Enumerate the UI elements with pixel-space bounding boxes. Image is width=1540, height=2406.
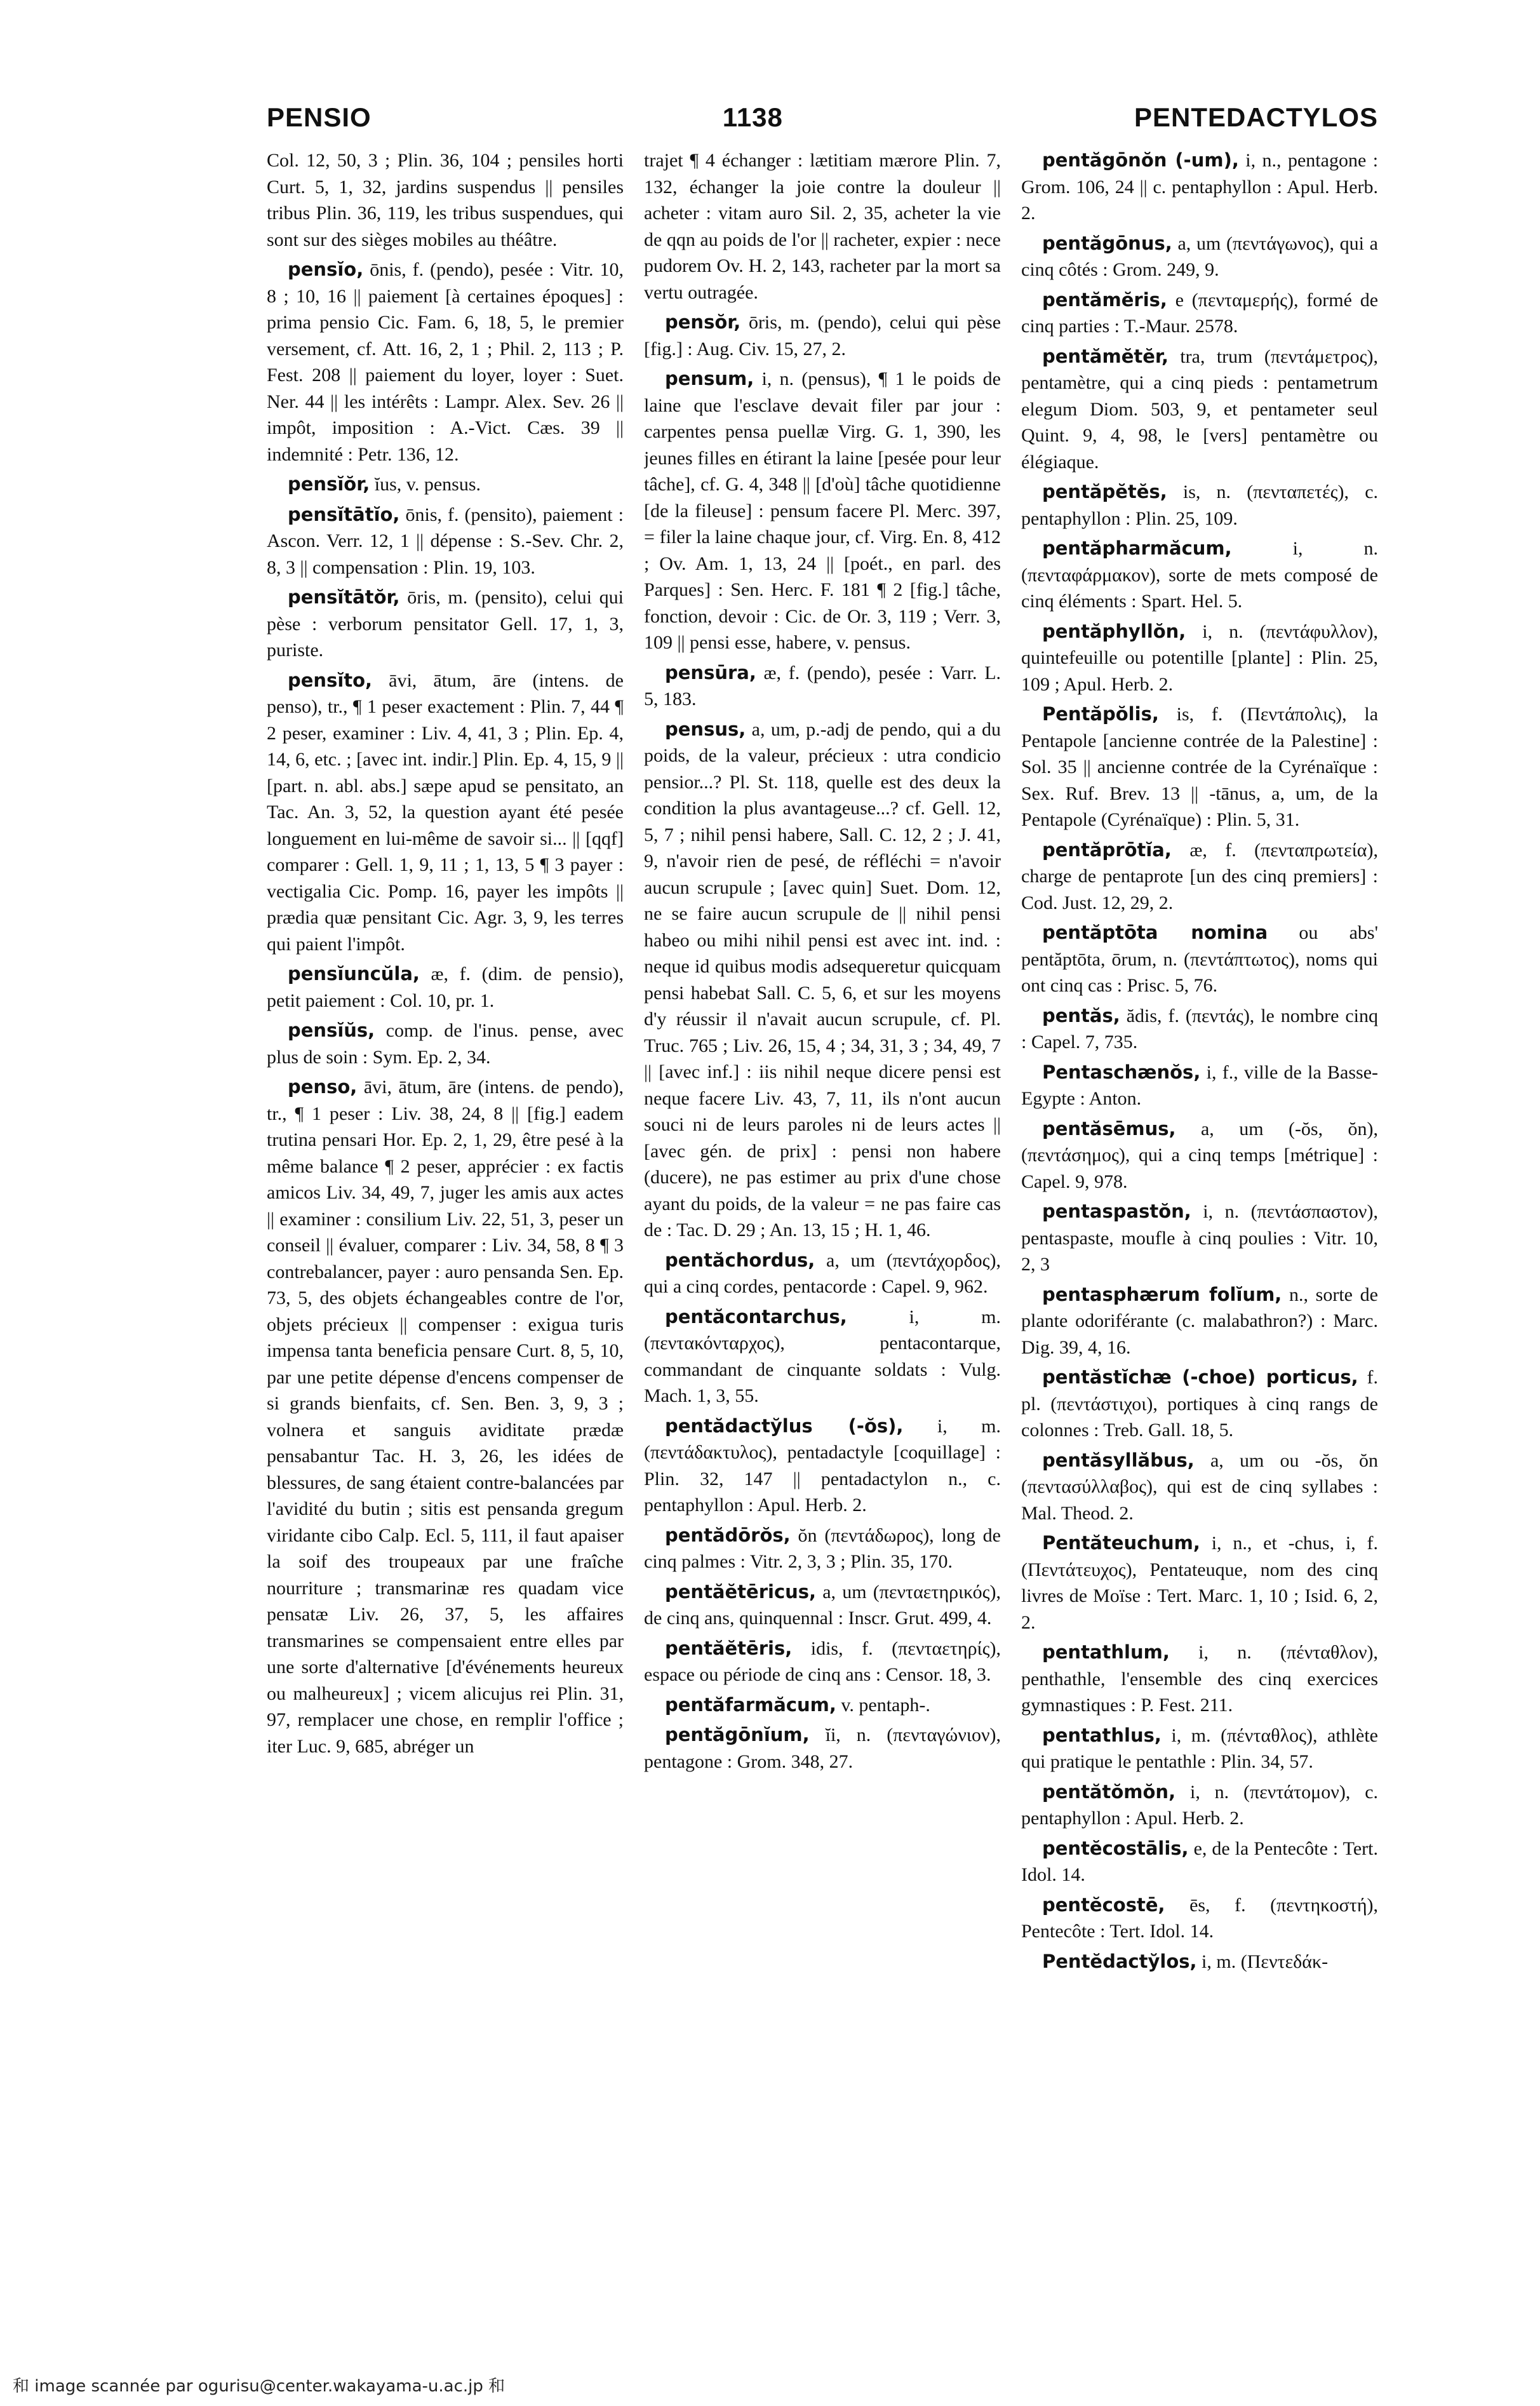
text-columns: [267, 147, 1378, 2351]
dictionary-entry: [644, 366, 1001, 656]
entry-headword: pentădactўlus (-ŏs),: [665, 1415, 904, 1437]
entry-headword: pentăĕtēris,: [665, 1637, 793, 1659]
dictionary-entry: [1021, 1892, 1378, 1945]
column-middle: [644, 147, 1001, 2351]
dictionary-entry: [1021, 535, 1378, 615]
entry-headword: Pentăpŏlis,: [1042, 703, 1159, 725]
entry-headword: penso,: [288, 1076, 358, 1098]
entry-definition: i, n. (πένταθλον), penthathle, l'ensemble des cinq exercices gymnastiques : P. Fest. 211.: [1021, 1642, 1378, 1716]
entry-definition: a, um (-ŏs, ŏn), (πεντάσημος), qui a cinq temps [métrique] : Capel. 9, 978.: [1021, 1118, 1378, 1192]
dictionary-entry: [1021, 479, 1378, 532]
column-right: [1021, 147, 1378, 2351]
dictionary-entry: [267, 257, 624, 467]
scan-credit: 和 image scannée par ogurisu@center.wakayama-u.ac.jp 和: [13, 2377, 506, 2396]
dictionary-entry: [1021, 1364, 1378, 1444]
entry-definition: tra, trum (πεντάμετρος), pentamètre, qui a cinq pieds : pentametrum elegum Diom. 503, 9, et pentameter seul Quint. 9, 4, 98, le [vers] pentamètre ou élégiaque.: [1021, 346, 1378, 473]
entry-headword: pentăchordus,: [665, 1249, 815, 1271]
dictionary-entry: [267, 1074, 624, 1759]
entry-headword: pensĭo,: [288, 259, 364, 280]
header-left-word: PENSIO: [267, 102, 372, 132]
entry-definition: ou abs' pentăptōta, ōrum, n. (πεντάπτωτος), noms qui ont cinq cas : Prisc. 5, 76.: [1021, 922, 1378, 996]
entry-definition: ōnis, f. (pendo), pesée : Vitr. 10, 8 ; 10, 16 || paiement [à certaines époques] : prima pensio Cic. Fam. 6, 18, 5, le premier versement, cf. Att. 16, 2, 1 ; Phil. 2, 113 ; P. Fest. 208 || paiement du loyer, loyer : Suet. Ner. 44 || les intérêts : Lampr. Alex. Sev. 26 || impôt, imposition : A.-Vict. Cæs. 39 || indemnité : Petr. 136, 12.: [267, 259, 624, 465]
dictionary-entry: [1021, 837, 1378, 917]
entry-definition: i, m. (πεντακόνταρχος), pentacontarque, commandant de cinquante soldats : Vulg. Mach. 1, 3, 55.: [644, 1306, 1001, 1406]
entry-definition: comp. de l'inus. pense, avec plus de soin : Sym. Ep. 2, 34.: [267, 1020, 624, 1068]
entry-headword: pensus,: [665, 718, 746, 740]
entry-headword: pentăgōnus,: [1042, 232, 1172, 254]
dictionary-entry: [267, 471, 624, 498]
page-number: 1138: [722, 102, 783, 132]
entry-definition: v. pentaph-.: [841, 1694, 930, 1716]
entry-headword: pentăsyllăbus,: [1042, 1449, 1195, 1471]
entry-definition: i, n. (πεντάσπαστον), pentaspaste, moufle à cinq poulies : Vitr. 10, 2, 3: [1021, 1201, 1378, 1275]
entry-headword: pentĕcostālis,: [1042, 1837, 1189, 1859]
entry-definition: is, f. (Πεντάπολις), la Pentapole [ancienne contrée de la Palestine] : Sol. 35 || ancienne contrée de la Cyrénaïque : Sex. Ruf. Brev. 13 || -tānus, a, um, de la Pentapole (Cyrénaïque) : Plin. 5, 31.: [1021, 704, 1378, 830]
dictionary-entry: [1021, 1530, 1378, 1636]
entry-headword: pentăsēmus,: [1042, 1117, 1176, 1139]
dictionary-entry: [1021, 287, 1378, 340]
entry-headword: pentăpharmăcum,: [1042, 537, 1232, 559]
dictionary-entry: [1021, 1723, 1378, 1775]
entry-headword: pensum,: [665, 368, 754, 389]
dictionary-entry: [1021, 619, 1378, 698]
dictionary-entry: [644, 1579, 1001, 1632]
entry-definition: a, um, p.-adj de pendo, qui a du poids, de la valeur, précieux : utra condicio pensior...? Pl. St. 118, quelle est des deux la condition la plus avantageuse...? cf. Gell. 12, 5, 7 ; nihil pensi habere, Sall. C. 12, 2 ; J. 41, 9, n'avoir rien de pesé, de réfléchi = n'avoir aucun scrupule ; [avec quin] Suet. Dom. 12, ne se faire aucun scrupule de || nihil pensi habeo ou mihi nihil pensi est avec int. ind. : neque id quibus modis adsequeretur quicquam pensi habebat Sall. C. 5, 6, et sur les moyens d'y réussir il n'avait aucun scrupule, cf. Pl. Truc. 765 ; Liv. 26, 15, 4 ; 34, 31, 3 ; 34, 49, 7 || [avec inf.] : iis nihil neque dicere pensi est neque facere Liv. 43, 7, 11, ils n'ont aucun souci ni de leurs paroles ni de leurs actes || [avec gén. de prix] : pensi non habere (ducere), ne pas estimer au prix d'une chose ayant du poids, de la valeur = ne pas faire cas de : Tac. D. 29 ; An. 13, 15 ; H. 1, 46.: [644, 718, 1001, 1240]
dictionary-entry: [267, 502, 624, 581]
entry-definition: āvi, ātum, āre (intens. de pendo), tr., ¶ 1 peser : Liv. 38, 24, 8 || [fig.] eadem trutina pensari Hor. Ep. 2, 1, 29, être pesé à la même balance ¶ 2 peser, apprécier : ex factis amicos Liv. 34, 49, 7, juger les amis aux actes || examiner : consilium Liv. 22, 51, 3, peser un conseil || évaluer, comparer : Liv. 34, 58, 8 ¶ 3 contrebalancer, payer : auro pensanda Sen. Ep. 73, 5, des objets échangeables contre de l'or, objets précieux || compenser : exigua turis impensa tanta beneficia pensare Curt. 8, 5, 10, par une petite dépense d'encens compenser de si grands bienfaits, cf. Sen. Ben. 3, 9, 3 ; volnera et sanguis aviditate prædæ pensabantur Tac. H. 3, 26, les idées de blessures, de sang étaient contre-balancées par l'avidité du butin ; sitis est pensanda gregum viridante cibo Calp. Ecl. 5, 111, il faut apaiser la soif des troupeaux par une fraîche nourriture ; transmarinæ res quadam vice pensatæ Liv. 26, 37, 5, les affaires transmarines se compensaient entre elles par une sorte d'alternative [d'événements heureux ou malheureux] ; vicem alicujus rei Plin. 31, 97, remplacer une chose, en remplir l'office ; iter Luc. 9, 685, abréger un: [267, 1077, 624, 1757]
dictionary-entry: [1021, 1779, 1378, 1832]
entry-definition: a, um (πεντάγωνος), qui a cinq côtés : Grom. 249, 9.: [1021, 232, 1378, 280]
dictionary-entry: [644, 1413, 1001, 1519]
entry-headword: pensĭtātĭo,: [288, 503, 400, 525]
dictionary-entry: [644, 1247, 1001, 1300]
entry-definition: ēs, f. (πεντηκοστή), Pentecôte : Tert. Idol. 14.: [1021, 1894, 1378, 1942]
entry-definition: ĭi, n. (πενταγώνιον), pentagone : Grom. 348, 27.: [644, 1724, 1001, 1772]
dictionary-entry: [1021, 1003, 1378, 1056]
dictionary-entry: [644, 716, 1001, 1244]
dictionary-entry: [1021, 1059, 1378, 1112]
entry-headword: pensĭto,: [288, 669, 373, 691]
entry-definition: a, um (πεντάχορδος), qui a cinq cordes, pentacorde : Capel. 9, 962.: [644, 1249, 1001, 1297]
dictionary-entry: [644, 660, 1001, 713]
entry-headword: pentămĕtĕr,: [1042, 345, 1168, 367]
dictionary-entry: [644, 1304, 1001, 1409]
entry-headword: pentăgōnŏn (-um),: [1042, 149, 1239, 171]
dictionary-entry: [1021, 344, 1378, 476]
entry-definition: a, um ou -ŏs, ŏn (πεντασύλλαβος), qui est de cinq syllabes : Mal. Theod. 2.: [1021, 1449, 1378, 1524]
entry-headword: pentătŏmŏn,: [1042, 1780, 1176, 1803]
entry-headword: pensĭŭs,: [288, 1019, 375, 1041]
dictionary-entry: [267, 584, 624, 664]
entry-headword: pentăcontarchus,: [665, 1305, 847, 1327]
entry-headword: Pentaschænŏs,: [1042, 1061, 1201, 1083]
entry-definition: i, n. (πενταφάρμακον), sorte de mets composé de cinq éléments : Spart. Hel. 5.: [1021, 538, 1378, 612]
entry-headword: pensĭuncŭla,: [288, 963, 420, 985]
entry-definition: f. pl. (πεντάστιχοι), portiques à cinq rangs de colonnes : Treb. Gall. 18, 5.: [1021, 1367, 1378, 1441]
dictionary-entry: [1021, 920, 1378, 999]
entry-headword: pentaspastŏn,: [1042, 1200, 1191, 1222]
entry-headword: pentăĕtēricus,: [665, 1580, 817, 1603]
dictionary-entry: [1021, 1836, 1378, 1888]
entry-headword: pensūra,: [665, 661, 756, 683]
entry-definition: ōris, m. (pensito), celui qui pèse : verborum pensitator Gell. 17, 1, 3, puriste.: [267, 587, 624, 661]
dictionary-entry: [267, 1018, 624, 1070]
entry-headword: pensŏr,: [665, 311, 741, 333]
dictionary-entry: [1021, 1448, 1378, 1527]
entry-definition: trajet ¶ 4 échanger : lætitiam mærore Plin. 7, 132, échanger la joie contre la douleur || acheter : vitam auro Sil. 2, 35, acheter la vie de qqn au poids de l'or || racheter, expier : nece pudorem Ov. H. 2, 143, racheter par la mort sa vertu outragée.: [644, 150, 1001, 303]
entry-continuation: [644, 147, 1001, 306]
dictionary-entry: [1021, 1199, 1378, 1278]
entry-continuation: [267, 147, 624, 253]
entry-definition: i, n. (pensus), ¶ 1 le poids de laine que l'esclave devait filer par jour : carpentes pensa puellæ Virg. G. 1, 390, les jeunes filles en étirant la laine [pesée pour leur tâche], cf. G. 4, 348 || [d'où] tâche quotidienne [de la fileuse] : pensum facere Pl. Merc. 397, = filer la laine chaque jour, cf. Virg. En. 8, 412 ; Ov. Am. 1, 13, 24 || [poét., en parl. des Parques] : Sen. Herc. F. 181 ¶ 2 [fig.] tâche, fonction, devoir : Cic. de Or. 3, 119 ; Verr. 3, 109 || pensi esse, habere, v. pensus.: [644, 368, 1001, 653]
entry-definition: æ, f. (dim. de pensio), petit paiement : Col. 10, pr. 1.: [267, 964, 624, 1011]
header-right-word: PENTEDACTYLOS: [1134, 102, 1378, 132]
entry-headword: pentădōrŏs,: [665, 1524, 791, 1546]
entry-headword: pentămĕris,: [1042, 288, 1167, 311]
dictionary-entry: [1021, 231, 1378, 283]
entry-definition: ōnis, f. (pensito), paiement : Ascon. Verr. 12, 1 || dépense : S.-Sev. Chr. 2, 8, 3 || compensation : Plin. 19, 103.: [267, 504, 624, 578]
dictionary-entry: [644, 1722, 1001, 1775]
entry-headword: Pentĕdactўlos,: [1042, 1950, 1197, 1972]
entry-headword: pentăgōnĭum,: [665, 1724, 810, 1745]
entry-definition: āvi, ātum, āre (intens. de penso), tr., ¶ 1 peser exactement : Plin. 7, 44 ¶ 2 peser, examiner : Liv. 4, 41, 3 ; Plin. Ep. 4, 14, 6, etc. ; [avec int. indir.] Plin. Ep. 4, 15, 9 || [part. n. abl. abs.] sæpe apud se pensitato, an Tac. An. 3, 52, la question ayant été pesée longuement en lui-même de savoir si... || [qqf] comparer : Gell. 1, 9, 11 ; 1, 13, 5 ¶ 3 payer : vectigalia Cic. Pomp. 16, payer les impôts || prædia quæ pensitant Cic. Agr. 3, 9, les terres qui paient l'impôt.: [267, 669, 624, 955]
entry-definition: e (πενταμερής), formé de cinq parties : T.-Maur. 2578.: [1021, 289, 1378, 337]
entry-definition: Col. 12, 50, 3 ; Plin. 36, 104 ; pensiles horti Curt. 5, 1, 32, jardins suspendus || pensiles tribus Plin. 36, 119, les tribus suspendues, qui sont sur des sièges mobiles au théâtre.: [267, 150, 624, 250]
dictionary-entry: [1021, 1282, 1378, 1361]
entry-definition: ădis, f. (πεντάς), le nombre cinq : Capel. 7, 735.: [1021, 1005, 1378, 1052]
entry-headword: pentăptōta nomina: [1042, 922, 1268, 943]
entry-headword: pentăprōtĭa,: [1042, 838, 1172, 861]
entry-definition: idis, f. (πενταετηρίς), espace ou période de cinq ans : Censor. 18, 3.: [644, 1637, 1001, 1685]
dictionary-entry: [1021, 701, 1378, 833]
entry-definition: i, m. (πένταθλος), athlète qui pratique le pentathle : Plin. 34, 57.: [1021, 1724, 1378, 1772]
entry-definition: i, n. (πεντάτομον), c. pentaphyllon : Apul. Herb. 2.: [1021, 1781, 1378, 1829]
entry-definition: ŏn (πεντάδωρος), long de cinq palmes : Vitr. 2, 3, 3 ; Plin. 35, 170.: [644, 1524, 1001, 1572]
dictionary-entry: [1021, 1949, 1378, 1975]
entry-definition: n., sorte de plante odoriférante (c. malabathron?) : Marc. Dig. 39, 4, 16.: [1021, 1284, 1378, 1358]
entry-headword: pentăs,: [1042, 1004, 1120, 1026]
entry-definition: a, um (πενταετηρικός), de cinq ans, quinquennal : Inscr. Grut. 499, 4.: [644, 1581, 1001, 1629]
entry-headword: Pentăteuchum,: [1042, 1532, 1200, 1554]
dictionary-entry: [644, 1692, 1001, 1719]
entry-headword: pensĭŏr,: [288, 473, 370, 495]
entry-headword: pentăfarmăcum,: [665, 1693, 836, 1716]
entry-headword: pentathlum,: [1042, 1641, 1170, 1663]
dictionary-entry: [1021, 147, 1378, 227]
entry-headword: pentăpĕtĕs,: [1042, 481, 1167, 502]
dictionary-entry: [644, 1636, 1001, 1688]
dictionary-entry: [1021, 1116, 1378, 1195]
dictionary-entry: [644, 309, 1001, 362]
dictionary-entry: [267, 961, 624, 1014]
page-header: [267, 95, 1378, 140]
entry-definition: ōris, m. (pendo), celui qui pèse [fig.] : Aug. Civ. 15, 27, 2.: [644, 312, 1001, 360]
entry-headword: pentăphyllŏn,: [1042, 620, 1186, 642]
entry-definition: æ, f. (pendo), pesée : Varr. L. 5, 183.: [644, 662, 1001, 709]
entry-headword: pentathlus,: [1042, 1724, 1162, 1746]
entry-definition: e, de la Pentecôte : Tert. Idol. 14.: [1021, 1838, 1378, 1885]
entry-definition: i, m. (πεντάδακτυλος), pentadactyle [coquillage] : Plin. 32, 147 || pentadactylon n., c. pentaphyllon : Apul. Herb. 2.: [644, 1415, 1001, 1516]
entry-definition: i, n., et -chus, i, f. (Πεντάτευχος), Pentateuque, nom des cinq livres de Moïse : Tert. Marc. 1, 10 ; Isid. 6, 2, 2.: [1021, 1533, 1378, 1633]
dictionary-entry: [267, 668, 624, 958]
entry-definition: i, n. (πεντάφυλλον), quintefeuille ou potentille [plante] : Plin. 25, 109 ; Apul. Herb. 2.: [1021, 621, 1378, 695]
entry-headword: pentĕcostē,: [1042, 1893, 1165, 1916]
entry-definition: i, f., ville de la Basse-Egypte : Anton.: [1021, 1061, 1378, 1109]
dictionary-entry: [1021, 1639, 1378, 1719]
entry-definition: is, n. (πενταπετές), c. pentaphyllon : Plin. 25, 109.: [1021, 481, 1378, 529]
entry-definition: æ, f. (πενταπρωτεία), charge de pentaprote [un des cinq premiers] : Cod. Just. 12, 29, 2.: [1021, 839, 1378, 913]
entry-headword: pentasphærum folĭum,: [1042, 1283, 1282, 1305]
entry-headword: pentăstĭchæ (-choe) porticus,: [1042, 1366, 1358, 1388]
entry-definition: i, m. (Πεντεδάκ-: [1202, 1951, 1329, 1972]
column-left: [267, 147, 624, 2351]
entry-definition: i, n., pentagone : Grom. 106, 24 || c. pentaphyllon : Apul. Herb. 2.: [1021, 150, 1378, 224]
dictionary-entry: [644, 1522, 1001, 1575]
entry-definition: ĭus, v. pensus.: [374, 474, 481, 495]
entry-headword: pensĭtātŏr,: [288, 586, 400, 608]
